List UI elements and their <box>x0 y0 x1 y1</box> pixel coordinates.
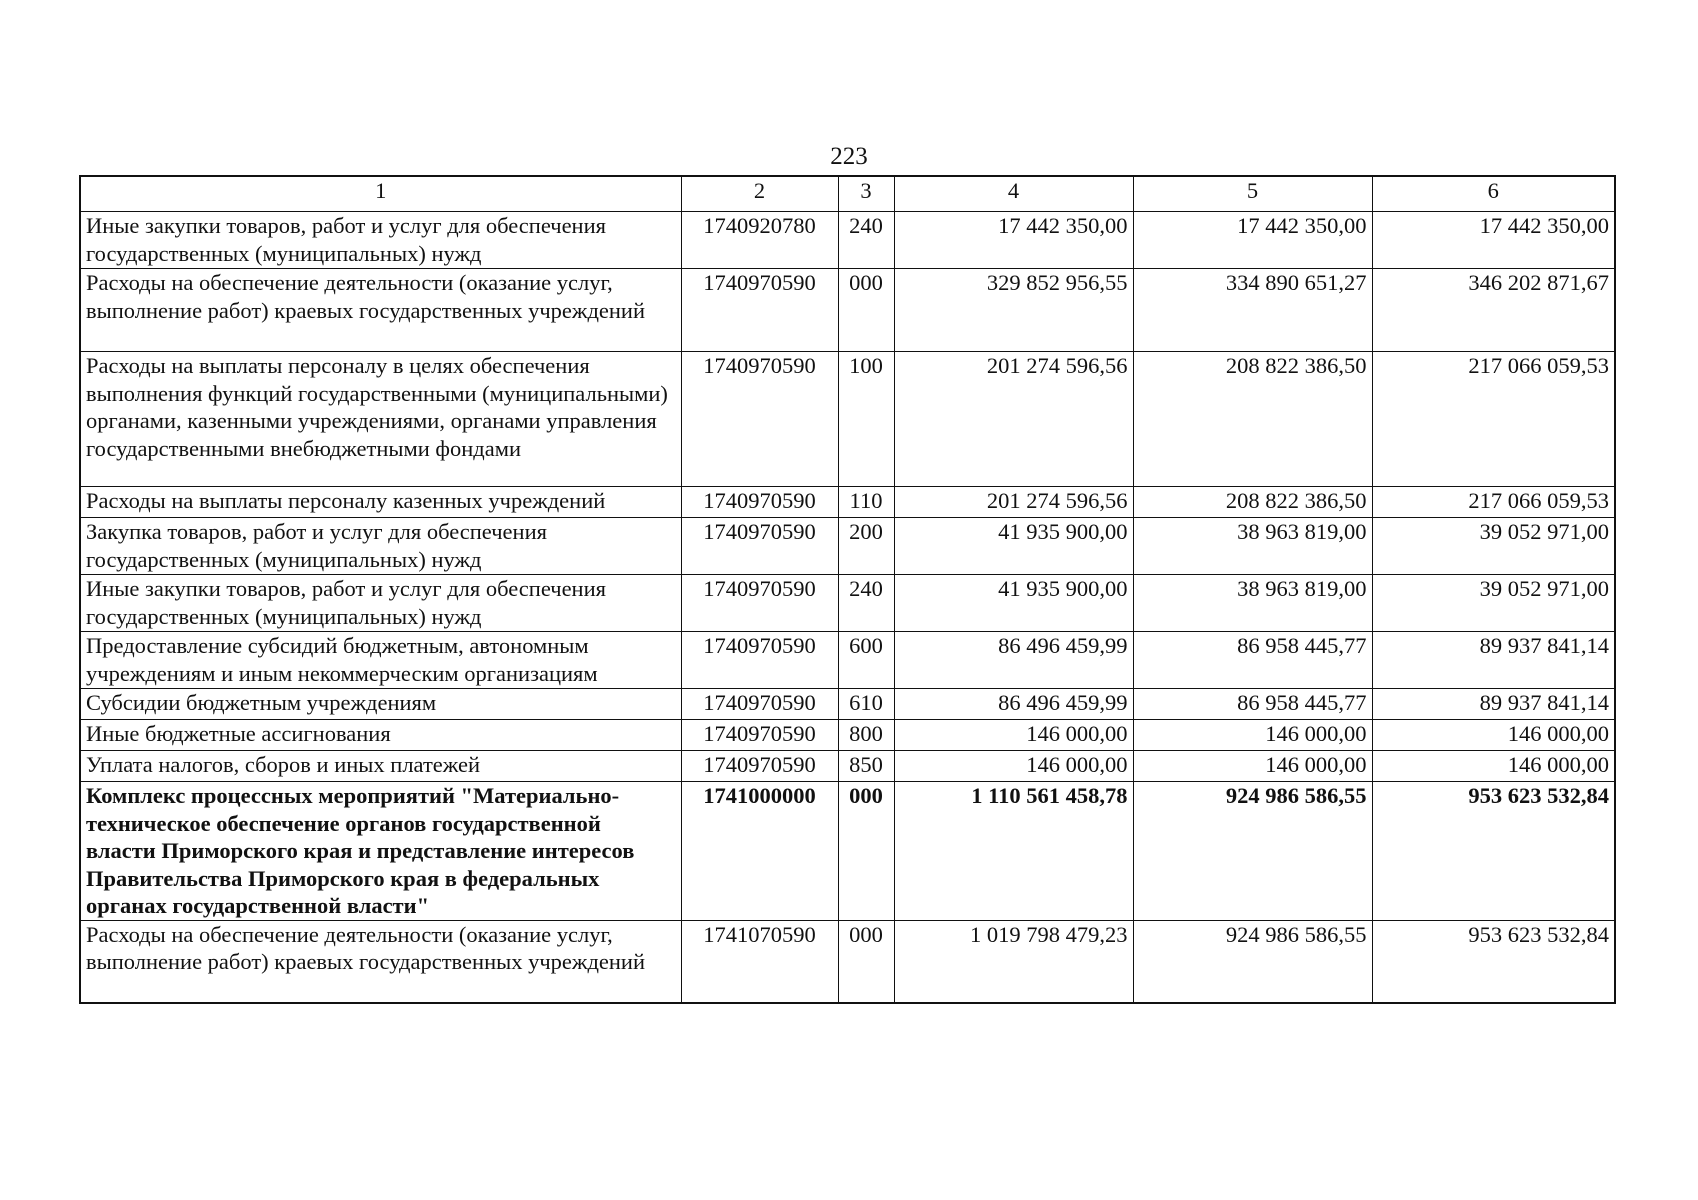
table-row <box>80 352 1615 487</box>
row-name-cell: Расходы на обеспечение деятельности (оказание услуг, выполнение работ) краевых государственных учреждений <box>80 920 681 1003</box>
row-value-col5-cell: 86 958 445,77 <box>1133 632 1372 689</box>
row-name-cell: Уплата налогов, сборов и иных платежей <box>80 751 681 782</box>
row-value-col6-cell: 146 000,00 <box>1372 751 1615 782</box>
row-name-cell: Расходы на выплаты персоналу казенных учреждений <box>80 487 681 518</box>
row-expense-type-cell: 110 <box>838 487 894 518</box>
row-name-cell: Комплекс процессных мероприятий "Материально-техническое обеспечение органов государственной власти Приморского края и представление интересов Правительства Приморского края в федеральных органах государственной власти" <box>80 782 681 921</box>
table-row <box>80 689 1615 720</box>
row-value-col6-cell: 89 937 841,14 <box>1372 689 1615 720</box>
row-value-col5-cell: 334 890 651,27 <box>1133 269 1372 352</box>
row-value-col5-cell: 924 986 586,55 <box>1133 920 1372 1003</box>
row-value-col4-cell: 146 000,00 <box>894 751 1133 782</box>
row-expense-type-cell: 000 <box>838 269 894 352</box>
row-expense-type-cell: 000 <box>838 920 894 1003</box>
row-value-col4-cell: 329 852 956,55 <box>894 269 1133 352</box>
table-row <box>80 212 1615 269</box>
row-expense-type-cell: 850 <box>838 751 894 782</box>
header-col-2: 2 <box>681 176 838 212</box>
row-expense-type-cell: 240 <box>838 575 894 632</box>
row-value-col6-cell: 39 052 971,00 <box>1372 518 1615 575</box>
row-target-code-cell: 1740970590 <box>681 269 838 352</box>
row-value-col6-cell: 146 000,00 <box>1372 720 1615 751</box>
row-value-col5-cell: 38 963 819,00 <box>1133 575 1372 632</box>
row-value-col5-cell: 146 000,00 <box>1133 720 1372 751</box>
row-value-col4-cell: 146 000,00 <box>894 720 1133 751</box>
row-name-cell: Расходы на выплаты персоналу в целях обеспечения выполнения функций государственными (муниципальными) органами, казенными учреждениями, органами управления государственными внебюджетными фондами <box>80 352 681 487</box>
row-value-col6-cell: 953 623 532,84 <box>1372 782 1615 921</box>
row-expense-type-cell: 610 <box>838 689 894 720</box>
row-name-cell: Иные бюджетные ассигнования <box>80 720 681 751</box>
row-value-col6-cell: 39 052 971,00 <box>1372 575 1615 632</box>
row-value-col6-cell: 217 066 059,53 <box>1372 352 1615 487</box>
table-row <box>80 269 1615 352</box>
table-row <box>80 518 1615 575</box>
budget-table <box>79 175 1616 1004</box>
row-name-cell: Иные закупки товаров, работ и услуг для обеспечения государственных (муниципальных) нужд <box>80 575 681 632</box>
table-row <box>80 575 1615 632</box>
row-value-col5-cell: 17 442 350,00 <box>1133 212 1372 269</box>
header-col-3: 3 <box>838 176 894 212</box>
row-target-code-cell: 1740970590 <box>681 689 838 720</box>
row-target-code-cell: 1740970590 <box>681 751 838 782</box>
table-body <box>80 212 1615 1004</box>
row-value-col4-cell: 17 442 350,00 <box>894 212 1133 269</box>
row-value-col6-cell: 217 066 059,53 <box>1372 487 1615 518</box>
row-expense-type-cell: 100 <box>838 352 894 487</box>
row-name-cell: Предоставление субсидий бюджетным, автономным учреждениям и иным некоммерческим организациям <box>80 632 681 689</box>
row-value-col5-cell: 208 822 386,50 <box>1133 487 1372 518</box>
row-name-cell: Закупка товаров, работ и услуг для обеспечения государственных (муниципальных) нужд <box>80 518 681 575</box>
row-value-col6-cell: 17 442 350,00 <box>1372 212 1615 269</box>
row-target-code-cell: 1740970590 <box>681 720 838 751</box>
row-value-col5-cell: 208 822 386,50 <box>1133 352 1372 487</box>
table-row <box>80 632 1615 689</box>
row-name-cell: Расходы на обеспечение деятельности (оказание услуг, выполнение работ) краевых государственных учреждений <box>80 269 681 352</box>
row-value-col5-cell: 38 963 819,00 <box>1133 518 1372 575</box>
row-value-col4-cell: 41 935 900,00 <box>894 518 1133 575</box>
table-row <box>80 720 1615 751</box>
row-value-col4-cell: 86 496 459,99 <box>894 689 1133 720</box>
row-value-col4-cell: 1 110 561 458,78 <box>894 782 1133 921</box>
row-value-col5-cell: 146 000,00 <box>1133 751 1372 782</box>
row-target-code-cell: 1740920780 <box>681 212 838 269</box>
header-col-4: 4 <box>894 176 1133 212</box>
row-name-cell: Субсидии бюджетным учреждениям <box>80 689 681 720</box>
row-value-col4-cell: 1 019 798 479,23 <box>894 920 1133 1003</box>
table-header-row <box>80 176 1615 212</box>
table-row <box>80 487 1615 518</box>
page-number: 223 <box>830 143 868 170</box>
row-value-col6-cell: 953 623 532,84 <box>1372 920 1615 1003</box>
row-expense-type-cell: 800 <box>838 720 894 751</box>
row-expense-type-cell: 600 <box>838 632 894 689</box>
row-expense-type-cell: 240 <box>838 212 894 269</box>
table-row <box>80 782 1615 921</box>
row-value-col6-cell: 346 202 871,67 <box>1372 269 1615 352</box>
row-target-code-cell: 1740970590 <box>681 632 838 689</box>
table-row <box>80 751 1615 782</box>
table-row <box>80 920 1615 1003</box>
row-expense-type-cell: 000 <box>838 782 894 921</box>
row-value-col4-cell: 86 496 459,99 <box>894 632 1133 689</box>
row-value-col5-cell: 86 958 445,77 <box>1133 689 1372 720</box>
row-value-col4-cell: 201 274 596,56 <box>894 352 1133 487</box>
header-col-1: 1 <box>80 176 681 212</box>
row-target-code-cell: 1741070590 <box>681 920 838 1003</box>
row-target-code-cell: 1741000000 <box>681 782 838 921</box>
row-value-col4-cell: 41 935 900,00 <box>894 575 1133 632</box>
header-col-6: 6 <box>1372 176 1615 212</box>
row-value-col5-cell: 924 986 586,55 <box>1133 782 1372 921</box>
row-target-code-cell: 1740970590 <box>681 575 838 632</box>
row-value-col4-cell: 201 274 596,56 <box>894 487 1133 518</box>
header-col-5: 5 <box>1133 176 1372 212</box>
row-target-code-cell: 1740970590 <box>681 352 838 487</box>
row-name-cell: Иные закупки товаров, работ и услуг для обеспечения государственных (муниципальных) нужд <box>80 212 681 269</box>
row-value-col6-cell: 89 937 841,14 <box>1372 632 1615 689</box>
row-expense-type-cell: 200 <box>838 518 894 575</box>
row-target-code-cell: 1740970590 <box>681 518 838 575</box>
row-target-code-cell: 1740970590 <box>681 487 838 518</box>
